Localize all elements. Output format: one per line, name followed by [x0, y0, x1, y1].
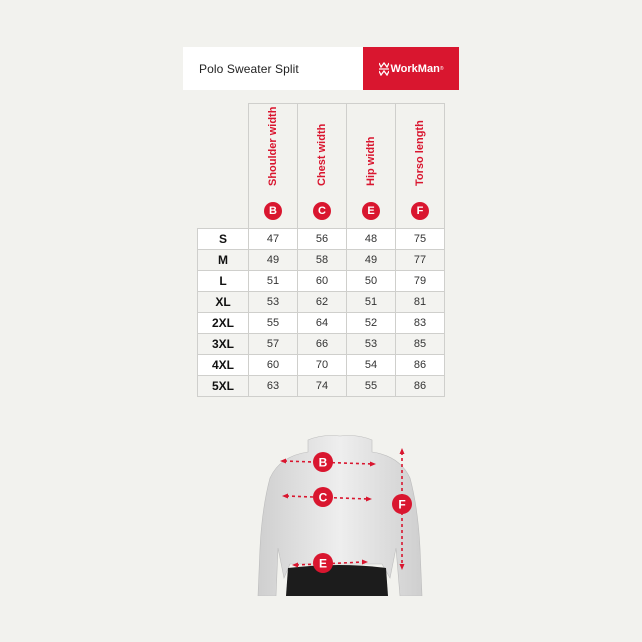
cell-value: 62: [298, 292, 347, 313]
cell-value: 57: [249, 334, 298, 355]
svg-text:B: B: [318, 455, 328, 470]
column-label: Hip width: [365, 136, 377, 186]
column-header-chest: [298, 104, 347, 229]
size-label: 3XL: [198, 334, 249, 355]
cell-value: 83: [396, 313, 445, 334]
size-label: 2XL: [198, 313, 249, 334]
table-row: [198, 250, 445, 271]
size-label: 4XL: [198, 355, 249, 376]
svg-text:E: E: [318, 556, 328, 571]
cell-value: 47: [249, 229, 298, 250]
svg-text:C: C: [318, 490, 328, 505]
brand-logo: [363, 47, 459, 90]
table-row: [198, 292, 445, 313]
cell-value: 48: [347, 229, 396, 250]
cell-value: 74: [298, 376, 347, 397]
table-row: [198, 313, 445, 334]
cell-value: 53: [347, 334, 396, 355]
cell-value: 52: [347, 313, 396, 334]
cell-value: 55: [347, 376, 396, 397]
size-label: M: [198, 250, 249, 271]
column-label: Torso length: [414, 120, 426, 186]
cell-value: 66: [298, 334, 347, 355]
table-row: [198, 229, 445, 250]
cell-value: 63: [249, 376, 298, 397]
column-header-hip: [347, 104, 396, 229]
body-measurement-figure: [250, 428, 430, 596]
column-header-shoulder: [249, 104, 298, 229]
product-title-box: [183, 47, 363, 90]
cell-value: 49: [249, 250, 298, 271]
corner-cell: [198, 104, 249, 229]
cell-value: 49: [347, 250, 396, 271]
cell-value: 51: [249, 271, 298, 292]
cell-value: 70: [298, 355, 347, 376]
size-label: XL: [198, 292, 249, 313]
table-header-row: [198, 104, 445, 229]
cell-value: 54: [347, 355, 396, 376]
registered-mark: ®: [439, 65, 444, 72]
column-header-torso: [396, 104, 445, 229]
svg-text:F: F: [398, 497, 406, 512]
size-label: 5XL: [198, 376, 249, 397]
cell-value: 56: [298, 229, 347, 250]
cell-value: 60: [298, 271, 347, 292]
size-label: S: [198, 229, 249, 250]
cell-value: 53: [249, 292, 298, 313]
header-banner: [183, 47, 459, 90]
badge-f: F: [411, 202, 429, 220]
table-row: [198, 376, 445, 397]
size-chart-table: [197, 103, 445, 397]
cell-value: 51: [347, 292, 396, 313]
briefs: [286, 565, 388, 596]
cell-value: 77: [396, 250, 445, 271]
workman-logo-icon: [379, 62, 389, 76]
cell-value: 64: [298, 313, 347, 334]
badge-e: E: [362, 202, 380, 220]
cell-value: 50: [347, 271, 396, 292]
cell-value: 86: [396, 355, 445, 376]
cell-value: 81: [396, 292, 445, 313]
size-label: L: [198, 271, 249, 292]
cell-value: 79: [396, 271, 445, 292]
badge-c: C: [313, 202, 331, 220]
column-label: Chest width: [316, 123, 328, 186]
cell-value: 85: [396, 334, 445, 355]
badge-b: B: [264, 202, 282, 220]
cell-value: 58: [298, 250, 347, 271]
table-row: [198, 271, 445, 292]
cell-value: 60: [249, 355, 298, 376]
table-row: [198, 355, 445, 376]
cell-value: 86: [396, 376, 445, 397]
product-title: Polo Sweater Split: [199, 61, 299, 76]
brand-name: WorkMan: [390, 62, 440, 75]
cell-value: 75: [396, 229, 445, 250]
column-label: Shoulder width: [267, 106, 279, 186]
cell-value: 55: [249, 313, 298, 334]
table-row: [198, 334, 445, 355]
